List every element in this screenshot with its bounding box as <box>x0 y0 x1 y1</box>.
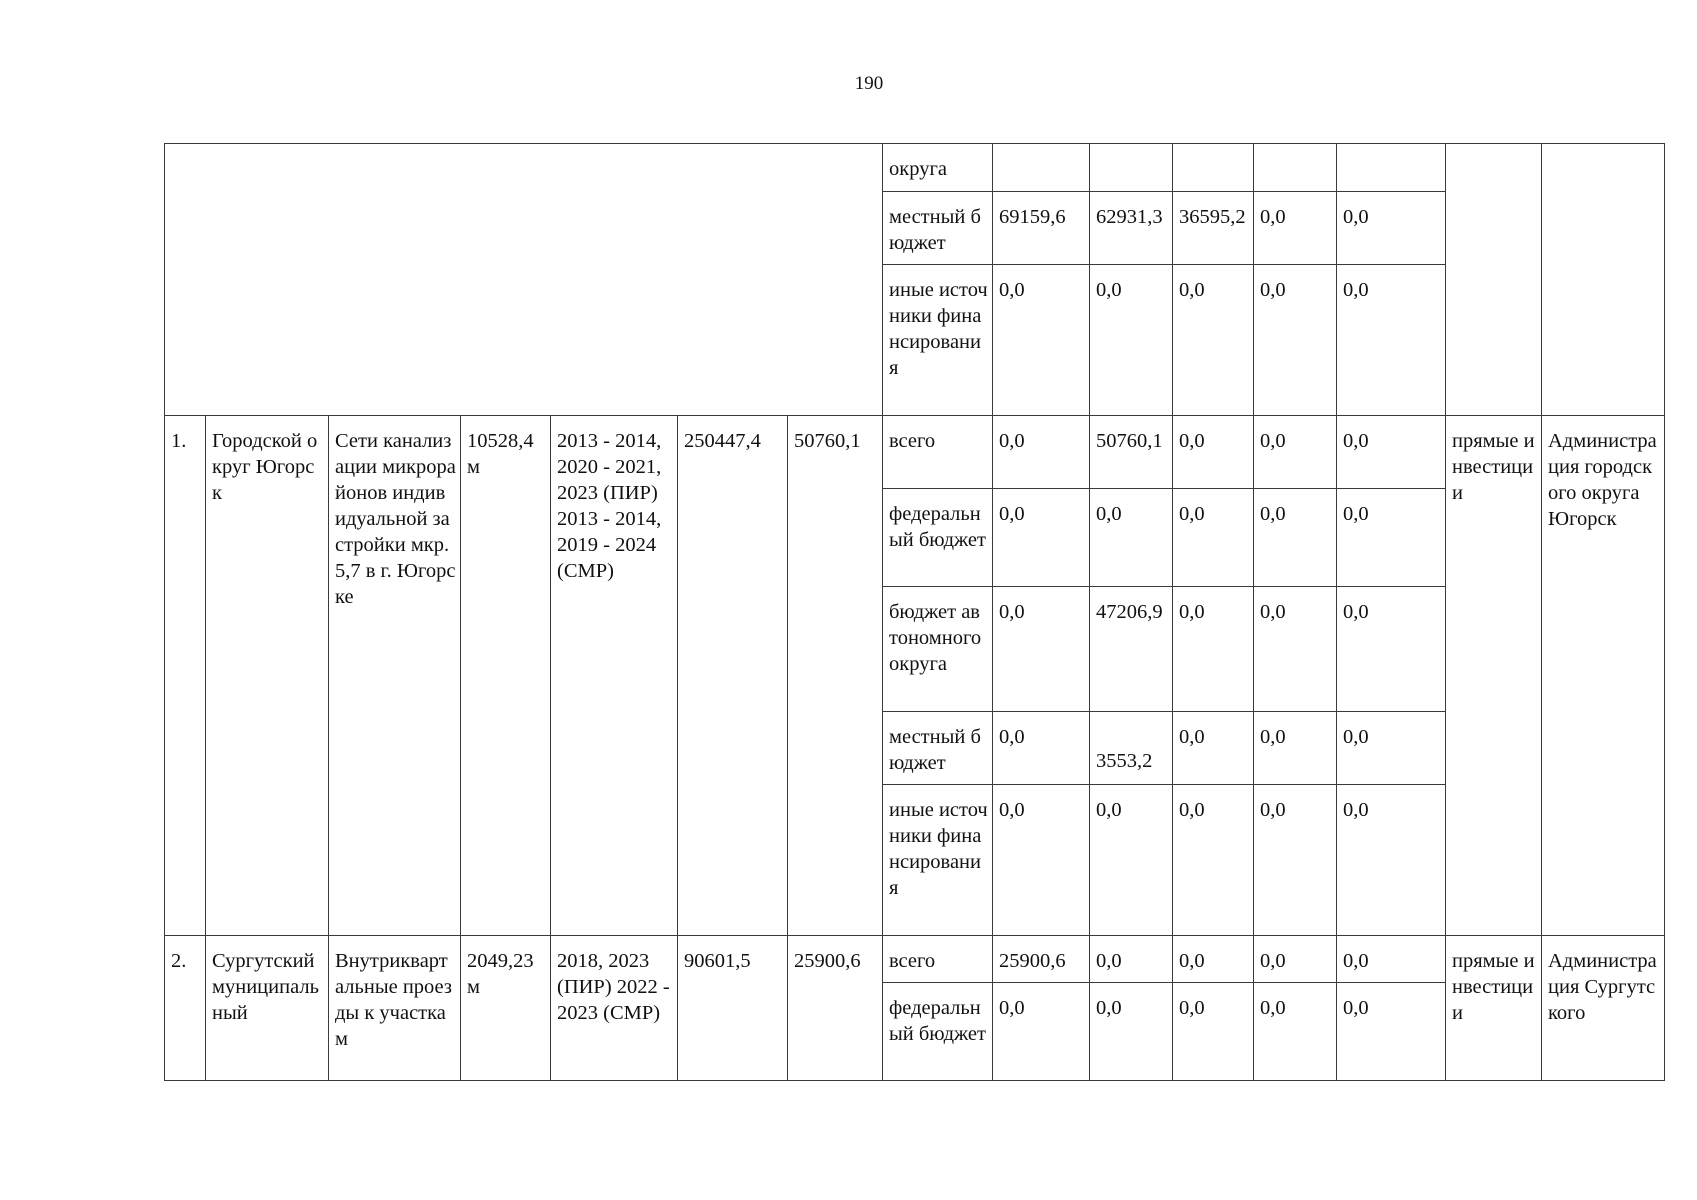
amount-cell: 0,0 <box>1337 712 1446 785</box>
continuation-row-top <box>165 144 1665 192</box>
amount-cell: 0,0 <box>1173 936 1254 983</box>
object-name-cell: Сети канализации микрорайонов индивидуальной застройки мкр. 5,7 в г. Югорске <box>329 416 461 936</box>
amount-cell: 25900,6 <box>993 936 1090 983</box>
estimated-cost-cell: 250447,4 <box>678 416 788 936</box>
investment-form-cell: прямые инвестиции <box>1446 936 1542 1081</box>
amount-cell: 0,0 <box>1337 785 1446 936</box>
amount-cell: 0,0 <box>1254 416 1337 489</box>
amount-cell: 0,0 <box>993 983 1090 1081</box>
amount-cell: 0,0 <box>1173 712 1254 785</box>
amount-cell: 0,0 <box>1173 416 1254 489</box>
responsible-cell <box>1542 144 1665 416</box>
amount-cell: 0,0 <box>1254 712 1337 785</box>
funding-source-label: местный бюджет <box>883 192 993 265</box>
amount-cell: 0,0 <box>1337 983 1446 1081</box>
amount-cell <box>1090 144 1173 192</box>
capacity-cell: 10528,4 м <box>461 416 551 936</box>
investment-form-cell: прямые инвестиции <box>1446 416 1542 936</box>
funding-source-label: всего <box>883 416 993 489</box>
amount-cell: 0,0 <box>1337 265 1446 416</box>
funding-source-label: бюджет автономного округа <box>883 587 993 712</box>
responsible-cell: Администрация городского округа Югорск <box>1542 416 1665 936</box>
capacity-cell: 2049,23 м <box>461 936 551 1081</box>
amount-cell: 0,0 <box>1173 983 1254 1081</box>
amount-cell: 0,0 <box>993 712 1090 785</box>
investment-form-cell <box>1446 144 1542 416</box>
continuation-blank <box>165 144 883 416</box>
amount-cell: 0,0 <box>1090 785 1173 936</box>
amount-cell: 50760,1 <box>1090 416 1173 489</box>
page-number: 190 <box>854 73 884 94</box>
amount-cell: 0,0 <box>1254 489 1337 587</box>
amount-cell: 0,0 <box>1337 192 1446 265</box>
periods-cell: 2013 - 2014, 2020 - 2021, 2023 (ПИР) 2013 - 2014, 2019 - 2024 (СМР) <box>551 416 678 936</box>
amount-cell: 0,0 <box>1090 983 1173 1081</box>
amount-cell: 3553,2 <box>1090 712 1173 785</box>
amount-cell: 0,0 <box>993 587 1090 712</box>
funding-source-label: федеральный бюджет <box>883 489 993 587</box>
amount-cell <box>1254 144 1337 192</box>
amount-cell: 0,0 <box>993 265 1090 416</box>
amount-cell: 0,0 <box>1090 489 1173 587</box>
funding-source-label: округа <box>883 144 993 192</box>
amount-cell: 0,0 <box>1254 785 1337 936</box>
amount-cell <box>1337 144 1446 192</box>
amount-cell: 0,0 <box>993 489 1090 587</box>
funding-source-label: иные источники финансирования <box>883 265 993 416</box>
amount-cell: 0,0 <box>993 785 1090 936</box>
table-row <box>165 416 1665 489</box>
row-number: 1. <box>165 416 206 936</box>
funding-source-label: федеральный бюджет <box>883 983 993 1081</box>
amount-cell: 0,0 <box>1254 265 1337 416</box>
funding-source-label: всего <box>883 936 993 983</box>
municipality-cell: Сургутский муниципальный <box>206 936 329 1081</box>
amount-cell: 0,0 <box>1173 785 1254 936</box>
amount-cell: 47206,9 <box>1090 587 1173 712</box>
row-number: 2. <box>165 936 206 1081</box>
table-row <box>165 936 1665 983</box>
amount-cell <box>1173 144 1254 192</box>
amount-cell: 0,0 <box>1337 587 1446 712</box>
object-name-cell: Внутриквартальные проезды к участкам <box>329 936 461 1081</box>
amount-cell: 0,0 <box>1254 587 1337 712</box>
investment-table <box>164 143 1665 1081</box>
municipality-cell: Городской округ Югорск <box>206 416 329 936</box>
amount-cell: 0,0 <box>1337 489 1446 587</box>
amount-cell: 0,0 <box>1254 936 1337 983</box>
amount-cell: 0,0 <box>1090 265 1173 416</box>
responsible-cell: Администрация Сургутского <box>1542 936 1665 1081</box>
periods-cell: 2018, 2023 (ПИР) 2022 - 2023 (СМР) <box>551 936 678 1081</box>
amount-cell: 0,0 <box>1173 587 1254 712</box>
amount-cell: 0,0 <box>1090 936 1173 983</box>
funding-source-label: иные источники финансирования <box>883 785 993 936</box>
amount-cell <box>993 144 1090 192</box>
amount-cell: 0,0 <box>1173 265 1254 416</box>
remaining-cost-cell: 25900,6 <box>788 936 883 1081</box>
amount-cell: 0,0 <box>1337 936 1446 983</box>
amount-cell: 62931,3 <box>1090 192 1173 265</box>
funding-source-label: местный бюджет <box>883 712 993 785</box>
estimated-cost-cell: 90601,5 <box>678 936 788 1081</box>
amount-cell: 69159,6 <box>993 192 1090 265</box>
amount-cell: 0,0 <box>1337 416 1446 489</box>
remaining-cost-cell: 50760,1 <box>788 416 883 936</box>
amount-cell: 0,0 <box>993 416 1090 489</box>
amount-cell: 0,0 <box>1254 192 1337 265</box>
amount-cell: 36595,2 <box>1173 192 1254 265</box>
amount-cell: 0,0 <box>1254 983 1337 1081</box>
amount-cell: 0,0 <box>1173 489 1254 587</box>
